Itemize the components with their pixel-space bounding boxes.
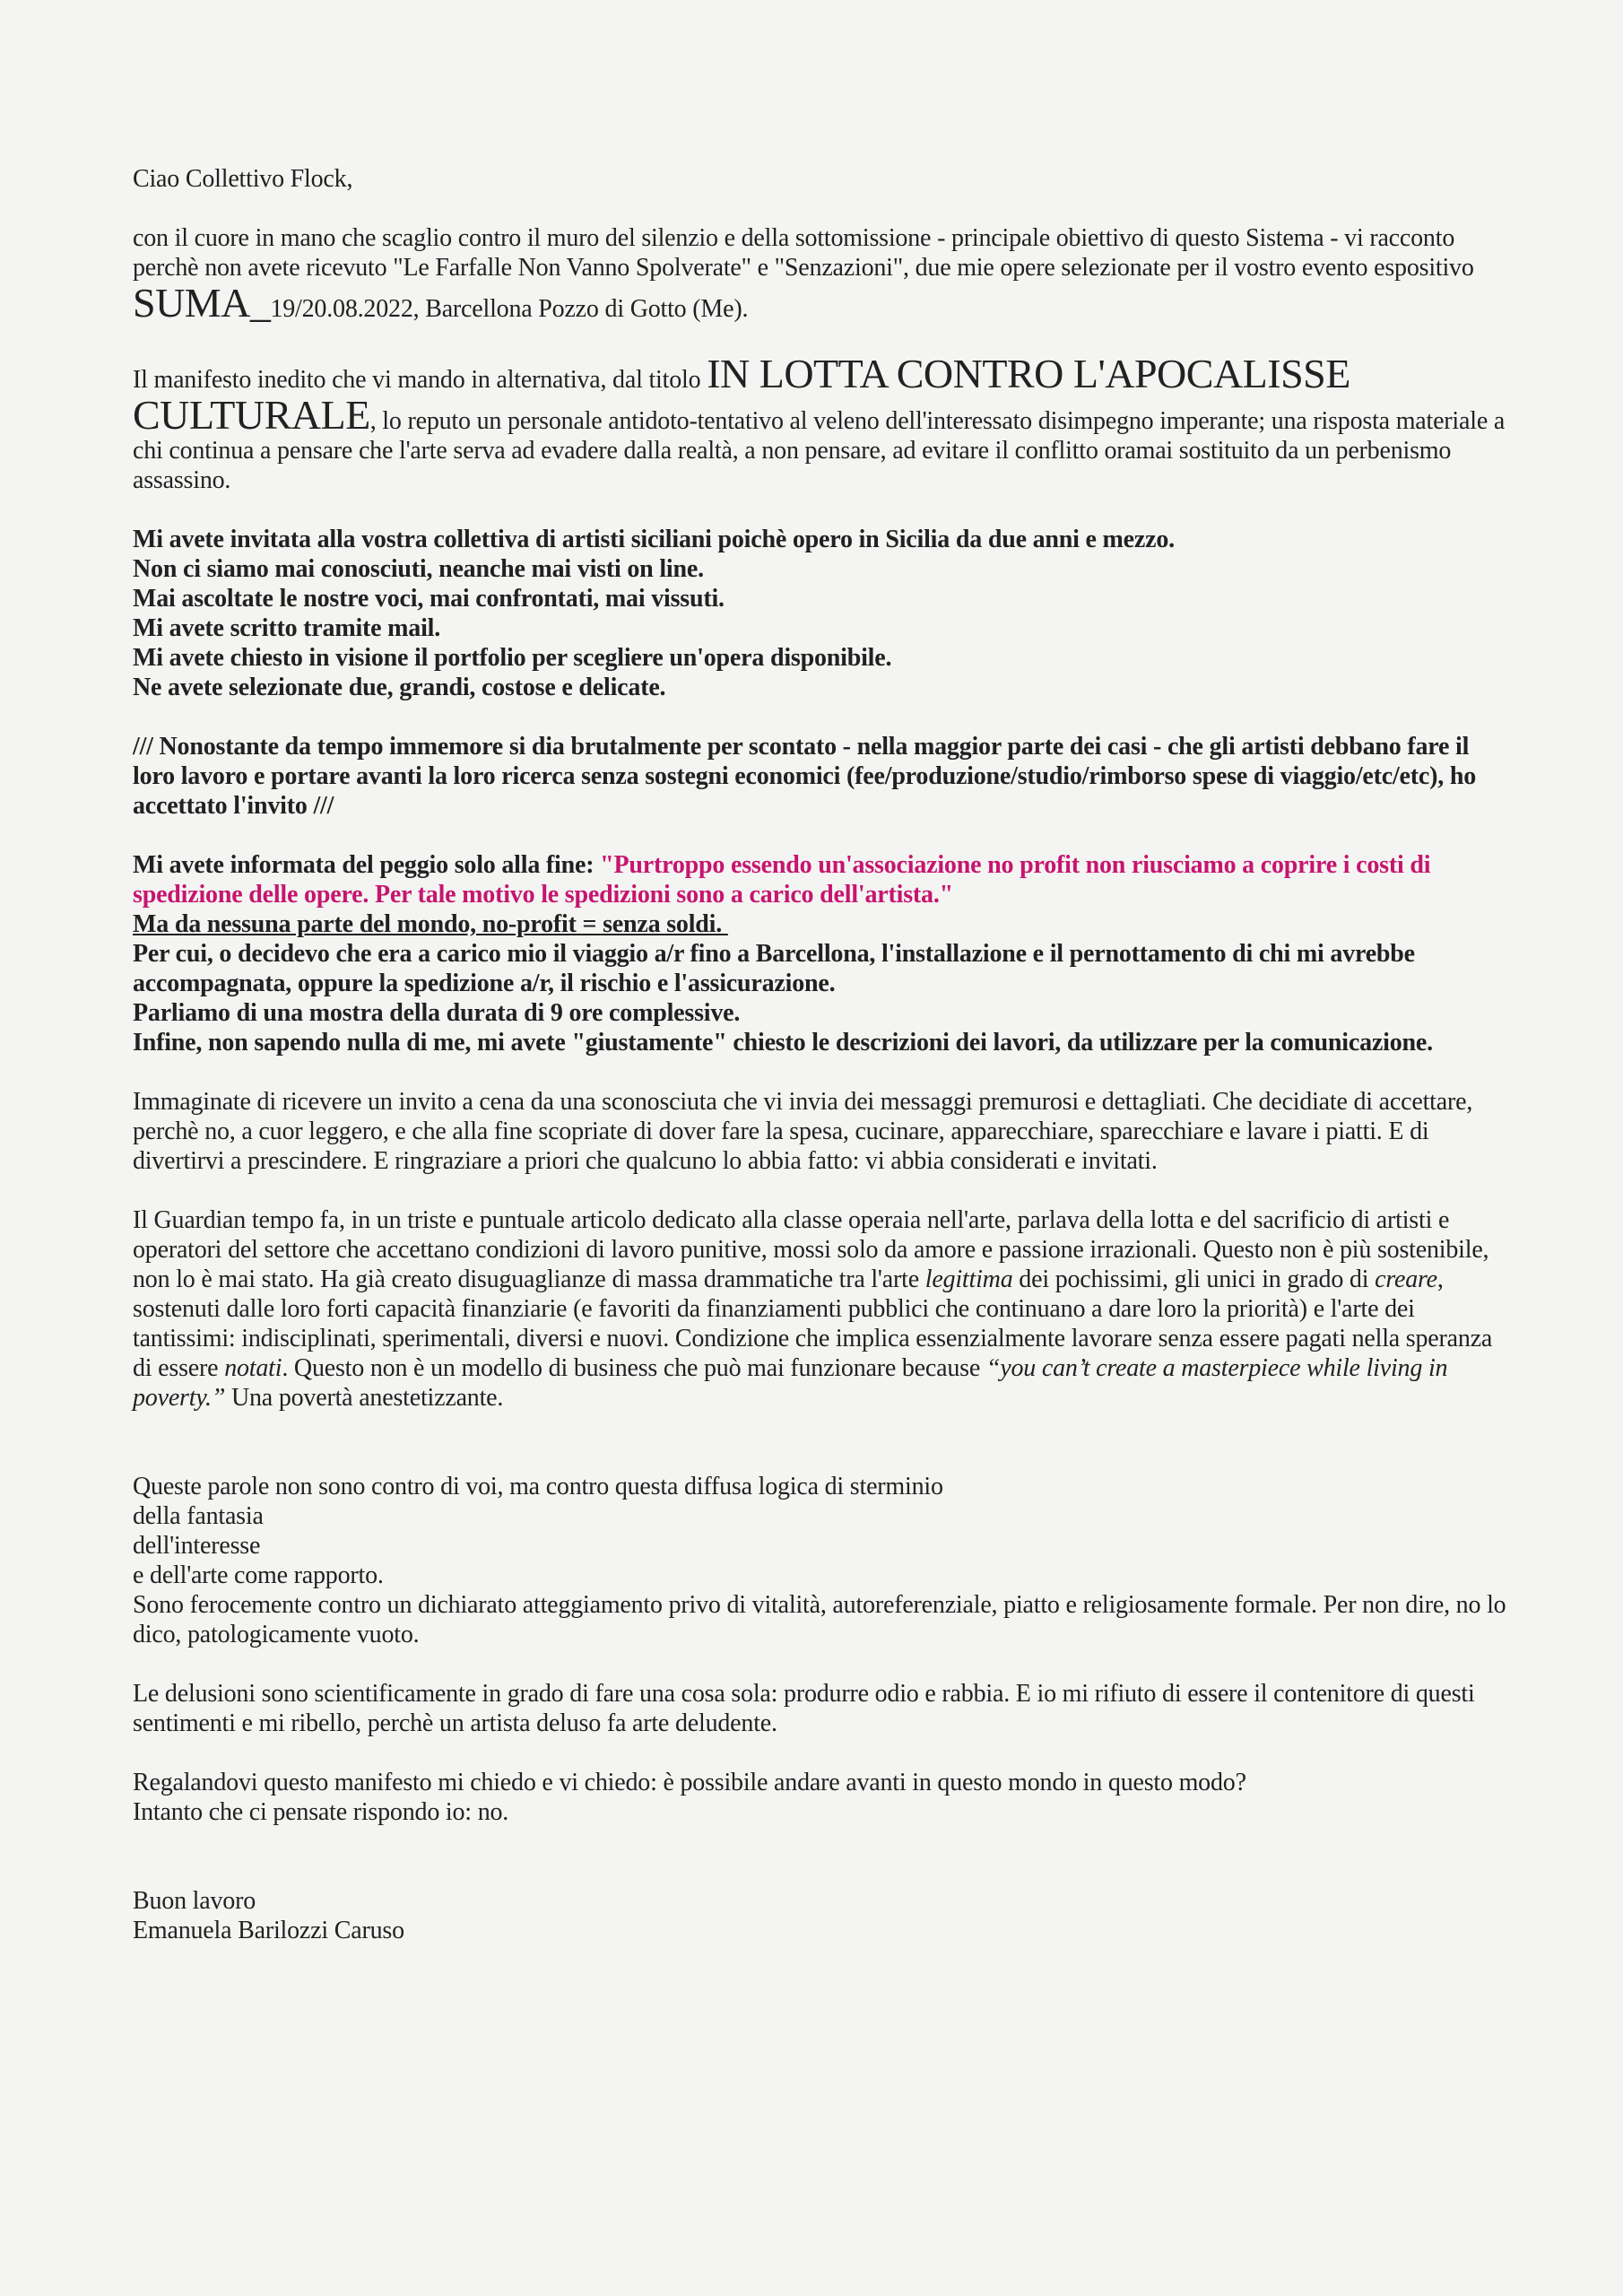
para-regalandovi: [133, 1768, 1508, 1827]
para-nonostante: [133, 732, 1508, 821]
text-run: Il Guardian tempo fa, in un triste e puntuale articolo dedicato alla classe operaia nell'arte, parlava della lotta e del sacrificio di artisti e operatori del settore che accettano condizioni di lavoro punitive, mossi solo da amore e passione irrazionali. Questo non è più sostenibile, non lo è mai stato. Ha già creato disuguaglianze di massa drammatiche tra l'arte: [133, 1206, 1489, 1293]
para-guardian: [133, 1205, 1508, 1413]
queste-line: Queste parole non sono contro di voi, ma contro questa diffusa logica di sterminio: [133, 1473, 943, 1500]
pink-quote: "Purtroppo essendo un'associazione no profit non riusciamo a coprire i costi di spedizione delle opere. Per tale motivo le spedizioni sono a carico dell'artista.": [133, 851, 1431, 909]
para-invito-list: [133, 525, 1508, 702]
italic-run: notati: [224, 1354, 282, 1382]
suma-event-title: SUMA_: [133, 280, 271, 326]
regalandovi-line: Regalandovi questo manifesto mi chiedo e vi chiedo: è possibile andare avanti in questo mondo in questo modo?: [133, 1769, 1246, 1796]
signature-salute: Buon lavoro: [133, 1887, 256, 1915]
italic-run: “you can’t create a masterpiece while living in poverty.”: [133, 1354, 1448, 1412]
queste-line: Sono ferocemente contro un dichiarato atteggiamento privo di vitalità, autoreferenziale, piatto e religiosamente formale. Per non dire, no lo dico, patologicamente vuoto.: [133, 1591, 1506, 1648]
per-cui-line: Per cui, o decidevo che era a carico mio il viaggio a/r fino a Barcellona, l'installazione e il pernottamento di chi mi avrebbe accompagnata, oppure la spedizione a/r, il rischio e l'assicurazione.: [133, 940, 1415, 997]
invito-line: Mi avete chiesto in visione il portfolio per scegliere un'opera disponibile.: [133, 644, 892, 672]
italic-run: creare: [1375, 1265, 1437, 1293]
text-run: , sostenuti dalle loro forti capacità finanziarie (e favoriti da finanziamenti pubblici che continuano a dare loro la priorità) e l'arte dei tantissimi: indisciplinati, sperimentali, diversi e nuovi. Condizione che implica essenzialmente lavorare senza essere pagati nella speranza di essere: [133, 1265, 1493, 1382]
invito-line: Mai ascoltate le nostre voci, mai confrontati, mai vissuti.: [133, 585, 725, 613]
manifesto-pre: Il manifesto inedito che vi mando in alternativa, dal titolo: [133, 366, 707, 394]
text-run: dei pochissimi, gli unici in grado di: [1012, 1265, 1376, 1293]
queste-line: e dell'arte come rapporto.: [133, 1561, 384, 1589]
signer-name: Emanuela Barilozzi Caruso: [133, 1917, 404, 1944]
invito-line: Non ci siamo mai conosciuti, neanche mai visti on line.: [133, 555, 704, 583]
opening-post: 19/20.08.2022, Barcellona Pozzo di Gotto (Me).: [270, 295, 749, 323]
invito-line: Mi avete invitata alla vostra collettiva di artisti siciliani poichè opero in Sicilia da due anni e mezzo.: [133, 526, 1175, 553]
para-queste-parole: [133, 1472, 1508, 1649]
parliamo-line: Parliamo di una mostra della durata di 9 ore complessive.: [133, 999, 741, 1027]
manifesto-post: , lo reputo un personale antidoto-tentativo al veleno dell'interessato disimpegno imperante; una risposta materiale a chi continua a pensare che l'arte serva ad evadere dalla realtà, a non pensare, ad evitare il conflitto oramai sostituito da un perbenismo assassino.: [133, 407, 1506, 494]
no-profit-line: Ma da nessuna parte del mondo, no-profit = senza soldi.: [133, 910, 728, 938]
invito-line: Mi avete scritto tramite mail.: [133, 614, 441, 642]
infine-line: Infine, non sapendo nulla di me, mi avete "giustamente" chiesto le descrizioni dei lavori, da utilizzare per la comunicazione.: [133, 1029, 1433, 1057]
italic-run: legittima: [924, 1265, 1013, 1293]
delusioni-text: Le delusioni sono scientificamente in grado di fare una cosa sola: produrre odio e rabbia. E io mi rifiuto di essere il contenitore di questi sentimenti e mi ribello, perchè un artista deluso fa arte deludente.: [133, 1680, 1475, 1737]
para-immaginate: [133, 1087, 1508, 1176]
text-run: Una povertà anestetizzante.: [225, 1384, 504, 1412]
opening-pre: con il cuore in mano che scaglio contro il muro del silenzio e della sottomissione - principale obiettivo di questo Sistema - vi racconto perchè non avete ricevuto "Le Farfalle Non Vanno Spolverate" e "Senzazioni", due mie opere selezionate per il vostro evento espositivo: [133, 224, 1474, 282]
text-run: . Questo non è un modello di business che può mai funzionare because: [282, 1354, 986, 1382]
greeting: [133, 164, 1508, 194]
para-manifesto: [133, 353, 1508, 495]
nonostante-text: /// Nonostante da tempo immemore si dia brutalmente per scontato - nella maggior parte dei casi - che gli artisti debbano fare il loro lavoro e portare avanti la loro ricerca senza sostegni economici (fee/produzione/studio/rimborso spese di viaggio/etc/etc), ho accettato l'invito ///: [133, 733, 1477, 820]
para-delusioni: [133, 1679, 1508, 1738]
para-peggio: [133, 850, 1508, 1057]
regalandovi-line: Intanto che ci pensate rispondo io: no.: [133, 1798, 509, 1826]
greeting-text: Ciao Collettivo Flock,: [133, 165, 353, 193]
queste-line: dell'interesse: [133, 1532, 261, 1560]
signature: [133, 1886, 1508, 1945]
queste-line: della fantasia: [133, 1502, 264, 1530]
immaginate-text: Immaginate di ricevere un invito a cena da una sconosciuta che vi invia dei messaggi premurosi e dettagliati. Che decidiate di accettare, perchè no, a cuor leggero, e che alla fine scopriate di dover fare la spesa, cucinare, apparecchiare, sparecchiare e lavare i piatti. E di divertirvi a prescindere. E ringraziare a priori che qualcuno lo abbia fatto: vi abbia considerati e invitati.: [133, 1088, 1473, 1175]
manifesto-title: IN LOTTA CONTRO L'APOCALISSE CULTURALE: [133, 351, 1350, 438]
invito-line: Ne avete selezionate due, grandi, costose e delicate.: [133, 674, 666, 701]
peggio-intro: Mi avete informata del peggio solo alla fine:: [133, 851, 601, 879]
para-opening: [133, 223, 1508, 324]
